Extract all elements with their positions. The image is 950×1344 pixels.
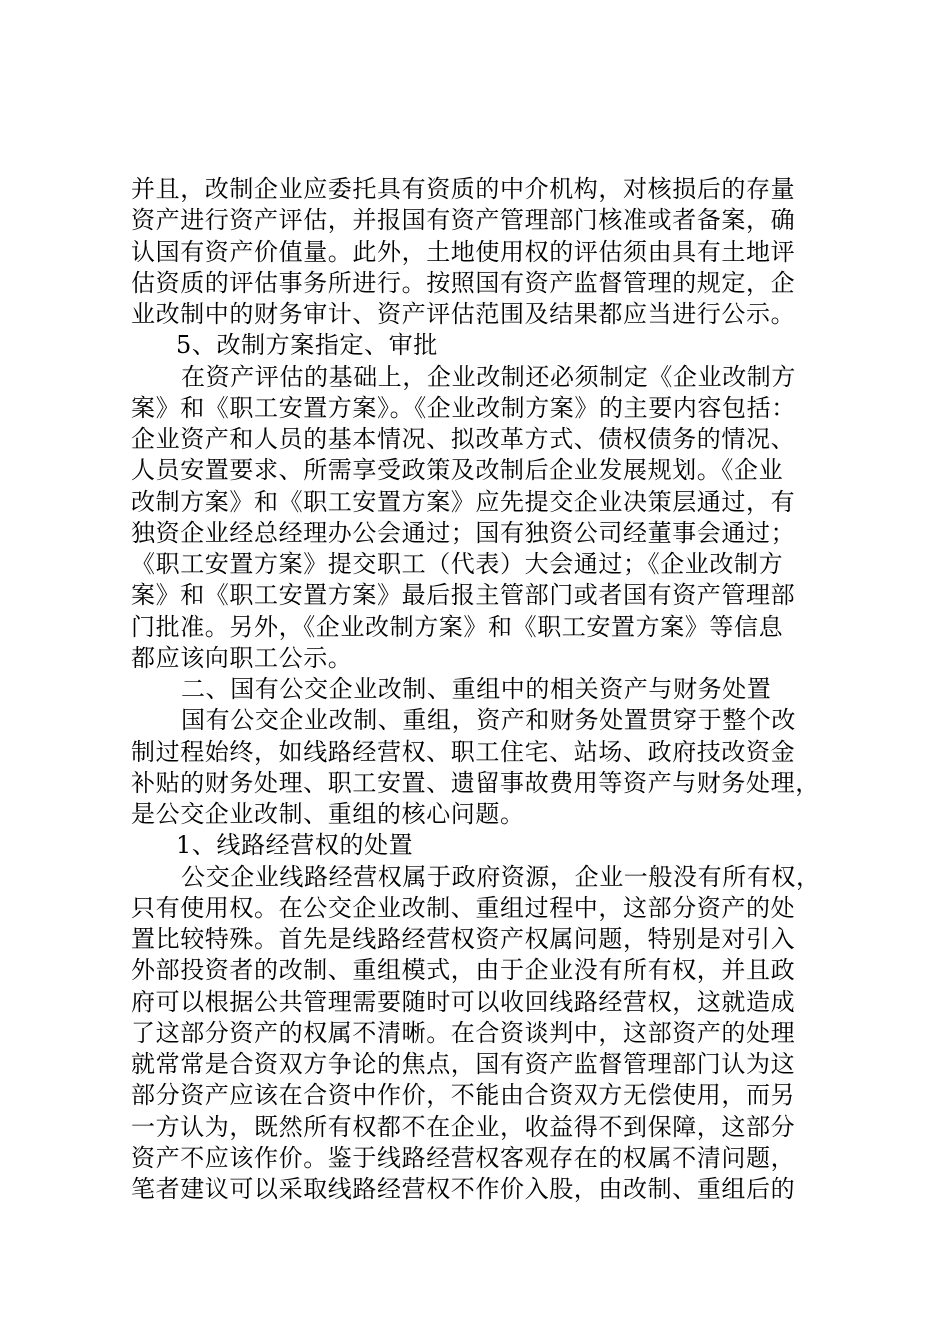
- text-line: 案》和《职工安置方案》。《企业改制方案》的主要内容包括：: [131, 393, 796, 422]
- section-heading: 5、改制方案指定、审批: [176, 331, 438, 360]
- text-line: 只有使用权。在公交企业改制、重组过程中，这部分资产的处: [131, 893, 796, 922]
- text-line: 外部投资者的改制、重组模式，由于企业没有所有权，并且政: [131, 956, 796, 985]
- text-line: 部分资产应该在合资中作价，不能由合资双方无偿使用，而另: [131, 1081, 796, 1110]
- text-line: 案》和《职工安置方案》最后报主管部门或者国有资产管理部: [131, 581, 796, 610]
- section-heading: 1、线路经营权的处置: [176, 831, 414, 860]
- text-line: 《职工安置方案》提交职工（代表）大会通过；《企业改制方: [131, 550, 784, 578]
- text-line: 制过程始终，如线路经营权、职工住宅、站场、政府技改资金: [131, 737, 796, 766]
- text-line: 了这部分资产的权属不清晰。在合资谈判中，这部资产的处理: [131, 1018, 796, 1047]
- text-line: 估资质的评估事务所进行。按照国有资产监督管理的规定，企: [131, 268, 796, 297]
- text-line: 人员安置要求、所需享受政策及改制后企业发展规划。《企业: [131, 456, 784, 485]
- text-line: 业改制中的财务审计、资产评估范围及结果都应当进行公示。: [131, 300, 796, 328]
- text-line: 并且，改制企业应委托具有资质的中介机构，对核损后的存量: [131, 175, 796, 203]
- paragraph-first-line: 公交企业线路经营权属于政府资源，企业一般没有所有权，: [181, 862, 821, 891]
- text-line: 府可以根据公共管理需要随时可以收回线路经营权，这就造成: [131, 987, 796, 1016]
- section-heading: 二、国有公交企业改制、重组中的相关资产与财务处置: [181, 675, 772, 703]
- text-line: 是公交企业改制、重组的核心问题。: [131, 800, 525, 828]
- text-line: 笔者建议可以采取线路经营权不作价入股，由改制、重组后的: [131, 1175, 796, 1203]
- body-text: [131, 174, 831, 1205]
- text-line: 都应该向职工公示。: [131, 643, 353, 672]
- text-line: 资产进行资产评估，并报国有资产管理部门核准或者备案，确: [131, 206, 796, 235]
- text-line: 门批准。另外，《企业改制方案》和《职工安置方案》等信息: [131, 612, 784, 641]
- text-line: 资产不应该作价。鉴于线路经营权客观存在的权属不清问题，: [131, 1143, 796, 1172]
- text-line: 独资企业经总经理办公会通过；国有独资公司经董事会通过；: [131, 518, 796, 547]
- text-line: 一方认为，既然所有权都不在企业，收益得不到保障，这部分: [131, 1112, 796, 1141]
- text-line: 补贴的财务处理、职工安置、遗留事故费用等资产与财务处理，: [131, 768, 820, 797]
- text-line: 企业资产和人员的基本情况、拟改革方式、债权债务的情况、: [131, 425, 796, 453]
- text-line: 置比较特殊。首先是线路经营权资产权属问题，特别是对引入: [131, 925, 796, 953]
- text-line: 就常常是合资双方争论的焦点，国有资产监督管理部门认为这: [131, 1050, 796, 1078]
- paragraph-first-line: 国有公交企业改制、重组，资产和财务处置贯穿于整个改: [181, 706, 796, 735]
- text-line: 认国有资产价值量。此外，土地使用权的评估须由具有土地评: [131, 237, 796, 266]
- text-line: 改制方案》和《职工安置方案》应先提交企业决策层通过，有: [131, 487, 796, 516]
- paragraph-first-line: 在资产评估的基础上，企业改制还必须制定《企业改制方: [181, 362, 796, 391]
